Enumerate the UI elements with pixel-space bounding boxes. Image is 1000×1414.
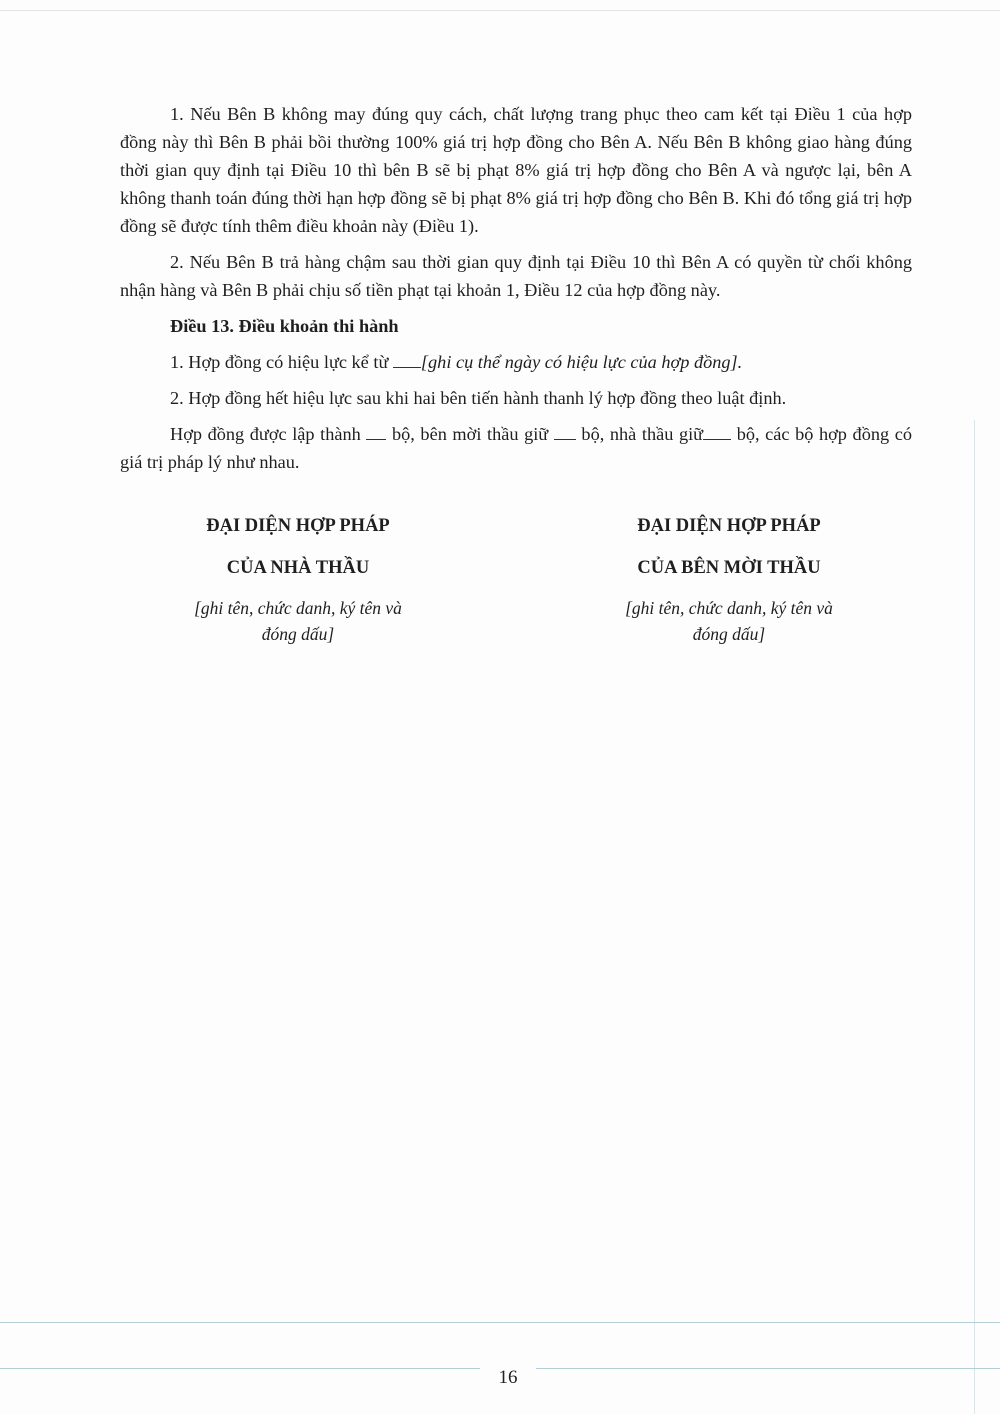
document-body <box>120 100 912 484</box>
contractor-signature-title-2: CỦA NHÀ THẦU <box>226 558 370 578</box>
employer-copies-blank <box>554 421 576 440</box>
top-edge-line <box>0 10 1000 11</box>
article13-item-2: 2. Hợp đồng hết hiệu lực sau khi hai bên tiến hành thanh lý hợp đồng theo luật định. <box>170 388 787 408</box>
contractor-signature <box>120 505 516 647</box>
contractor-signature-note: [ghi tên, chức danh, ký tên và đóng dấu] <box>194 598 402 644</box>
right-margin-rule <box>974 420 975 1414</box>
copies-text-1: Hợp đồng được lập thành <box>170 424 367 444</box>
effective-date-blank <box>393 349 421 368</box>
contractor-copies-blank <box>703 421 731 440</box>
footer-rule-upper <box>0 1322 1000 1323</box>
contractor-signature-title-1: ĐẠI DIỆN HỢP PHÁP <box>206 516 390 536</box>
article12-paragraph-1: 1. Nếu Bên B không may đúng quy cách, chất lượng trang phục theo cam kết tại Điều 1 của hợp đồng này thì Bên B phải bồi thường 100% giá trị hợp đồng cho Bên A. Nếu Bên B không giao hàng đúng thời gian quy định tại Điều 10 thì bên B sẽ bị phạt 8% giá trị hợp đồng cho Bên A và ngược lại, bên A không thanh toán đúng thời hạn hợp đồng sẽ bị phạt 8% giá trị hợp đồng cho Bên B. Khi đó tổng giá trị hợp đồng sẽ được tính thêm điều khoản này (Điều 1). <box>120 104 912 236</box>
article13-item-1-text: 1. Hợp đồng có hiệu lực kể từ <box>170 352 393 372</box>
copies-text-2: bộ, bên mời thầu giữ <box>386 424 554 444</box>
employer-signature-title-1: ĐẠI DIỆN HỢP PHÁP <box>637 516 821 536</box>
article13-item-1 <box>120 348 912 376</box>
total-copies-blank <box>366 421 386 440</box>
page-number: 16 <box>480 1366 536 1390</box>
signature-block <box>120 505 912 647</box>
copies-text-3: bộ, nhà thầu giữ <box>575 424 704 444</box>
article12-paragraph-2: 2. Nếu Bên B trả hàng chậm sau thời gian quy định tại Điều 10 thì Bên A có quyền từ chối không nhận hàng và Bên B phải chịu số tiền phạt tại khoản 1, Điều 12 của hợp đồng này. <box>120 252 912 300</box>
contract-copies-paragraph <box>120 420 912 476</box>
article13-item-1-note: [ghi cụ thể ngày có hiệu lực của hợp đồng]. <box>420 352 743 372</box>
copies-text-4: bộ, các bộ hợp đồng có giá trị pháp lý như nhau. <box>120 424 912 472</box>
employer-signature-note: [ghi tên, chức danh, ký tên và đóng dấu] <box>625 598 833 644</box>
article13-heading: Điều 13. Điều khoản thi hành <box>170 316 399 336</box>
employer-signature-title-2: CỦA BÊN MỜI THẦU <box>637 558 821 578</box>
employer-signature <box>516 505 912 647</box>
